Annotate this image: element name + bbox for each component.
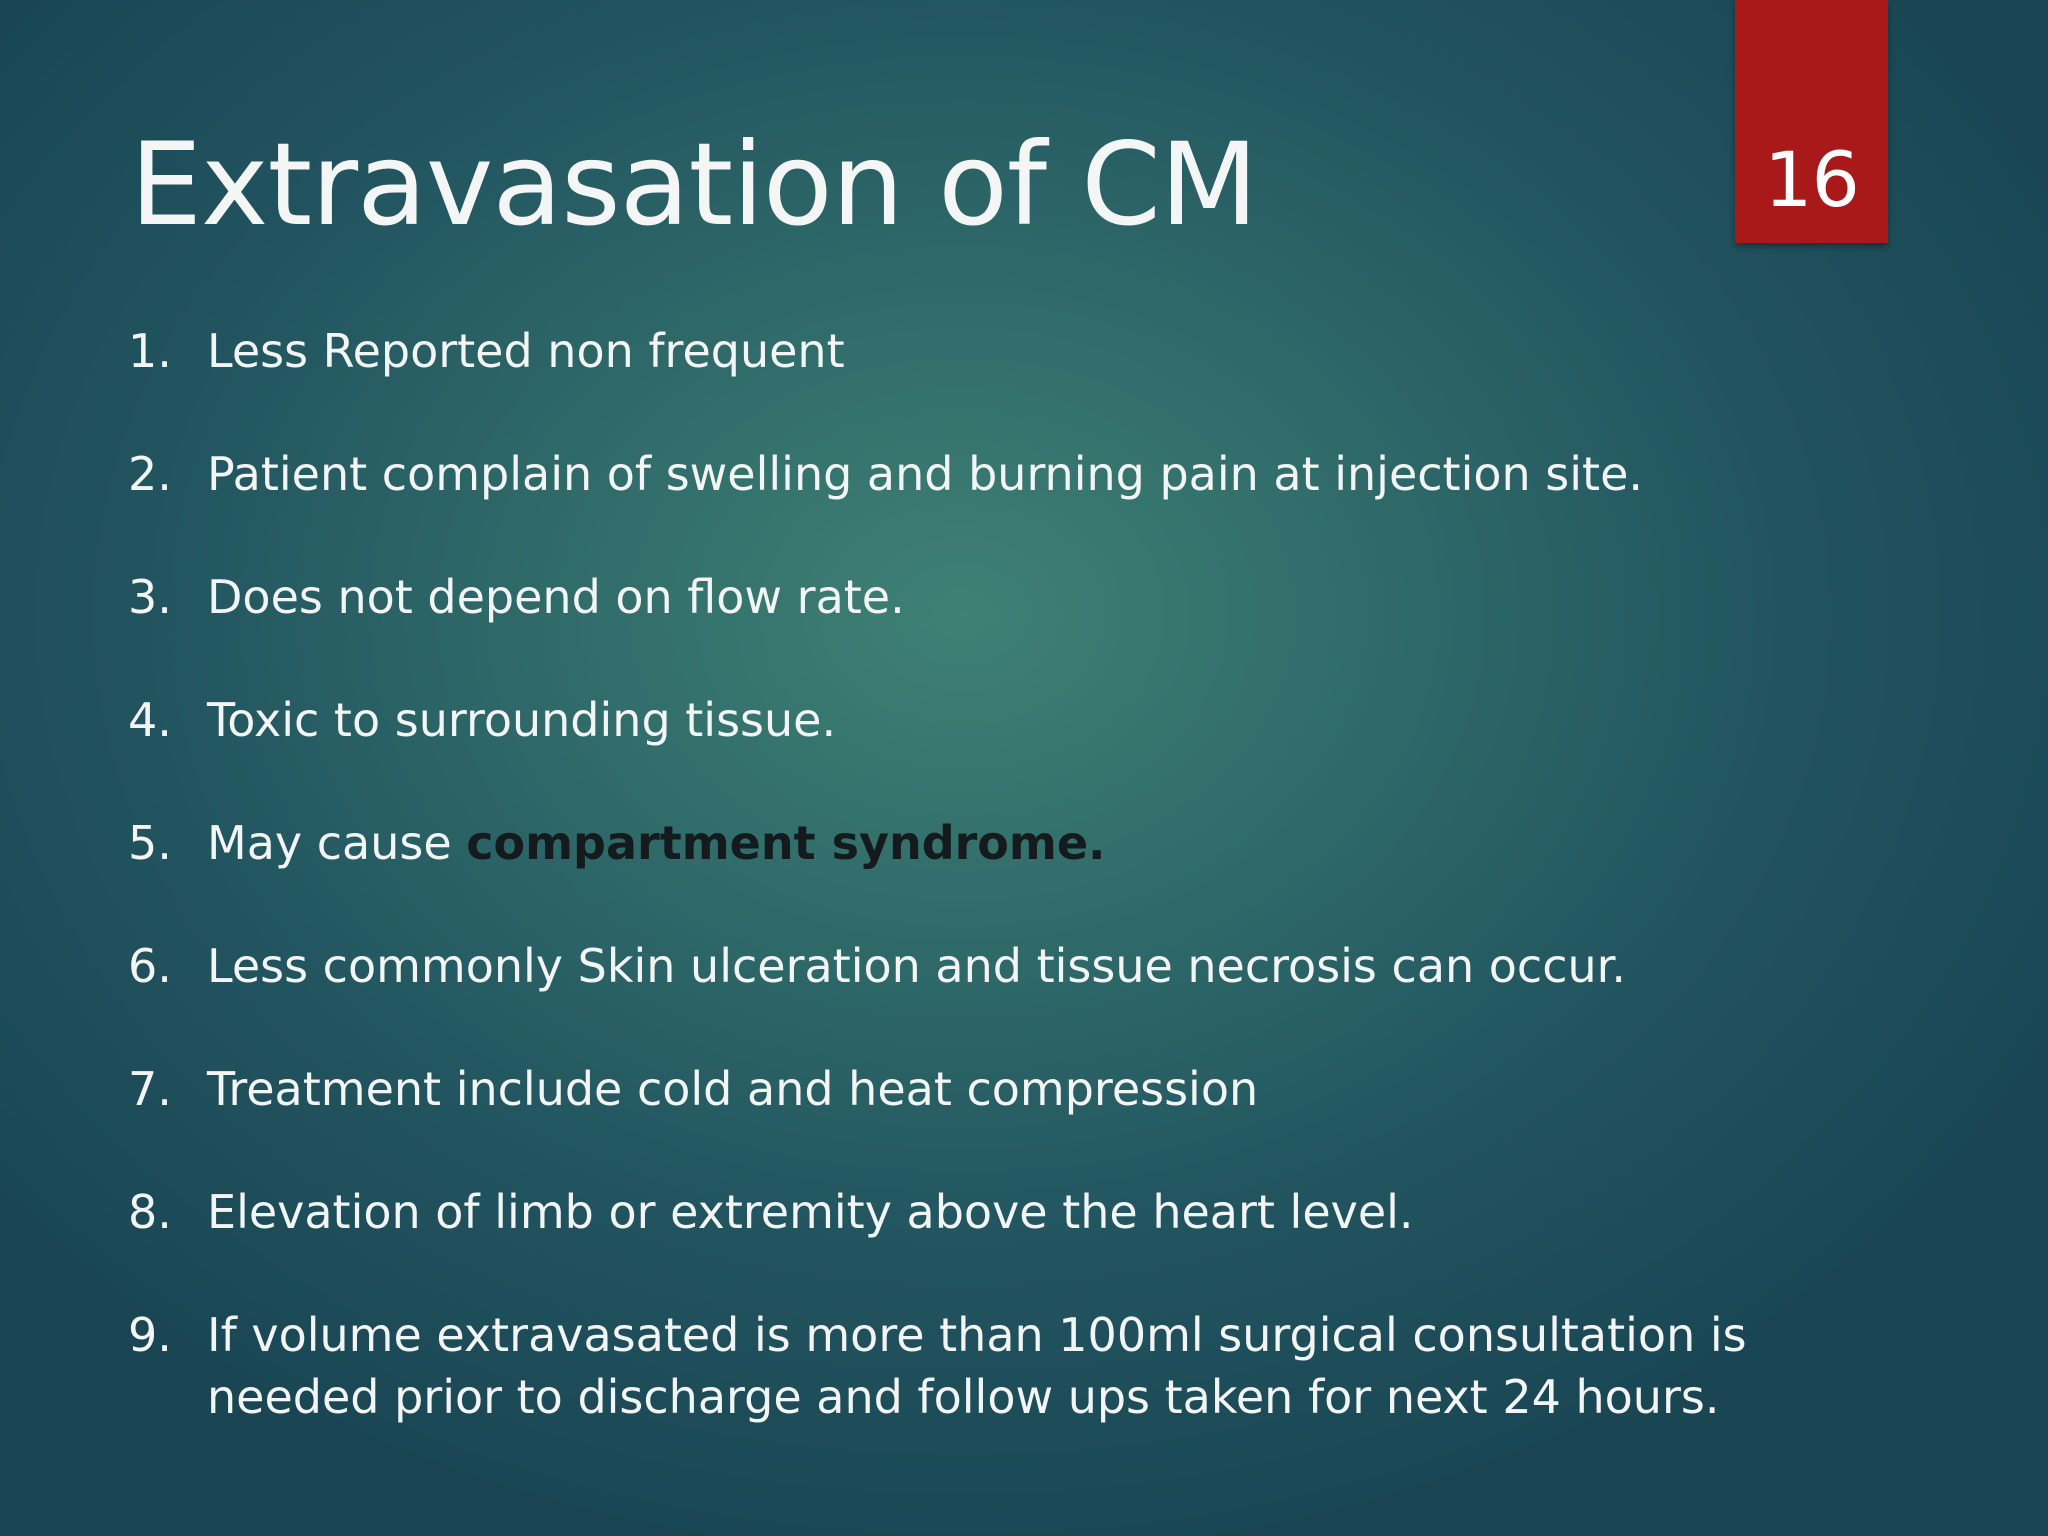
list-item-4 [128,689,1748,751]
list-item-text: Treatment include cold and heat compression [207,1062,1259,1116]
list-item-2 [128,443,1748,505]
list-item-1 [128,320,1748,382]
list-item-number: 4. [128,693,172,747]
list-item-number: 3. [128,570,172,624]
list-item-number: 7. [128,1062,172,1116]
list-item-text: Patient complain of swelling and burning pain at injection site. [207,447,1643,501]
list-item-text: Elevation of limb or extremity above the heart level. [207,1185,1414,1239]
list-item-text: Less commonly Skin ulceration and tissue necrosis can occur. [207,939,1626,993]
list-item-text: Does not depend on flow rate. [207,570,905,624]
slide-title: Extravasation of CM [130,118,1258,251]
list-item-3 [128,566,1748,628]
list-item-emphasis: compartment syndrome. [466,816,1106,870]
list-item-8 [128,1181,1748,1243]
list-item-number: 1. [128,324,172,378]
slide-number-tab [1735,0,1888,243]
list-item-5 [128,812,1748,874]
list-item-7 [128,1058,1748,1120]
list-item-9 [128,1304,1748,1428]
list-item-text: May cause [207,816,467,870]
list-item-text: Toxic to surrounding tissue. [207,693,837,747]
bullet-list [128,320,1748,1428]
list-item-number: 8. [128,1185,172,1239]
list-item-text: If volume extravasated is more than 100ml surgical consultation is needed prior to discharge and follow ups taken for next 24 hours. [207,1308,1747,1424]
list-item-text: Less Reported non frequent [207,324,845,378]
list-item-number: 9. [128,1308,172,1362]
list-item-number: 6. [128,939,172,993]
list-item-number: 2. [128,447,172,501]
list-item-number: 5. [128,816,172,870]
slide-number: 16 [1764,135,1859,224]
list-item-6 [128,935,1748,997]
